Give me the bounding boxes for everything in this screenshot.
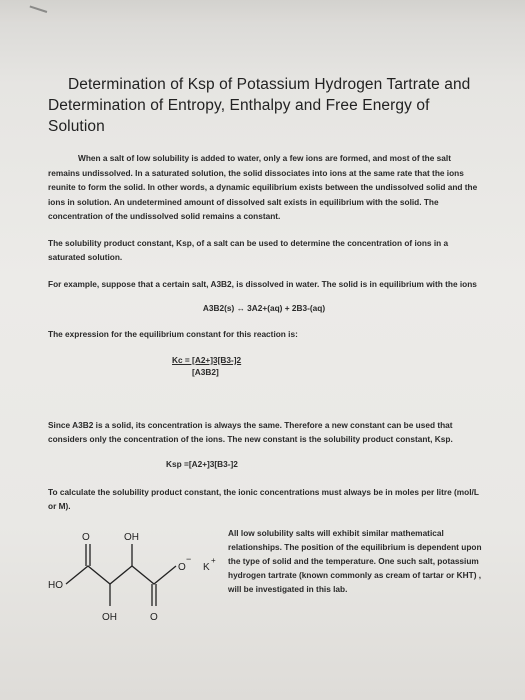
kc-denominator: [A3B2] xyxy=(192,366,219,377)
label-k-plus: K xyxy=(203,561,210,573)
title-line-1: Determination of Ksp of Potassium Hydrogen Tartrate and xyxy=(68,76,471,93)
minus-sign: − xyxy=(186,553,192,564)
paragraph-kht: All low solubility salts will exhibit similar mathematical relationships. The position of the equilibrium is dependent upon the type of solid and the temperature. One such salt, potassium hydrogen tartrate (known commonly as cream of tartar or KHT) , will be investigated in this lab. xyxy=(228,527,482,594)
label-o-bottom: O xyxy=(150,611,158,623)
paragraph-ksp-definition: The solubility product constant, Ksp, of a salt can be used to determine the concentration of ions in a saturated solution. xyxy=(48,237,449,262)
equilibrium-equation: A3B2(s) ↔ 3A2+(aq) + 2B3-(aq) xyxy=(202,303,326,313)
label-oh-bottom: OH xyxy=(102,611,117,623)
kc-expression xyxy=(172,354,480,378)
paragraph-solid-constant: Since A3B2 is a solid, its concentration is always the same. Therefore a new constant can be used that considers only the concentration of the ions. The new constant is the solubility product constant, Ksp. xyxy=(48,419,453,444)
carbon-chain xyxy=(66,566,176,584)
paragraph-intro: When a salt of low solubility is added to water, only a few ions are formed, and most of the salt remains undissolved. In a saturated solution, the solid dissociates into ions at the same rate that the ions reunite to form the solid. In other words, a dynamic equilibrium exists between the undissolved solid and the ions in solution. An undetermined amount of dissolved salt exists in equilibrium with the solid. The concentration of the undissolved solid remains a constant. xyxy=(48,153,478,221)
bottom-section xyxy=(48,526,480,636)
title-line-2: Determination of Entropy, Enthalpy and Free Energy of Solution xyxy=(48,97,430,135)
tartrate-structure-diagram xyxy=(48,526,223,631)
label-oh-top: OH xyxy=(124,531,139,543)
ksp-expression: Ksp =[A2+]3[B3-]2 xyxy=(166,458,238,469)
top-shadow-strip xyxy=(0,0,525,22)
label-o-top-left: O xyxy=(82,531,90,543)
paragraph-example: For example, suppose that a certain salt, A3B2, is dissolved in water. The solid is in equilibrium with the ions xyxy=(48,278,477,289)
kc-numerator: Kc = [A2+]3[B3-]2 xyxy=(172,354,242,365)
paragraph-units: To calculate the solubility product constant, the ionic concentrations must always be in moles per litre (mol/L or M). xyxy=(48,486,479,511)
document-title xyxy=(48,74,480,137)
paragraph-expression: The expression for the equilibrium constant for this reaction is: xyxy=(48,329,298,339)
label-ho-left: HO xyxy=(48,579,63,591)
plus-sign: + xyxy=(211,555,216,565)
document-body xyxy=(48,74,480,636)
label-o-minus: O xyxy=(178,561,186,573)
